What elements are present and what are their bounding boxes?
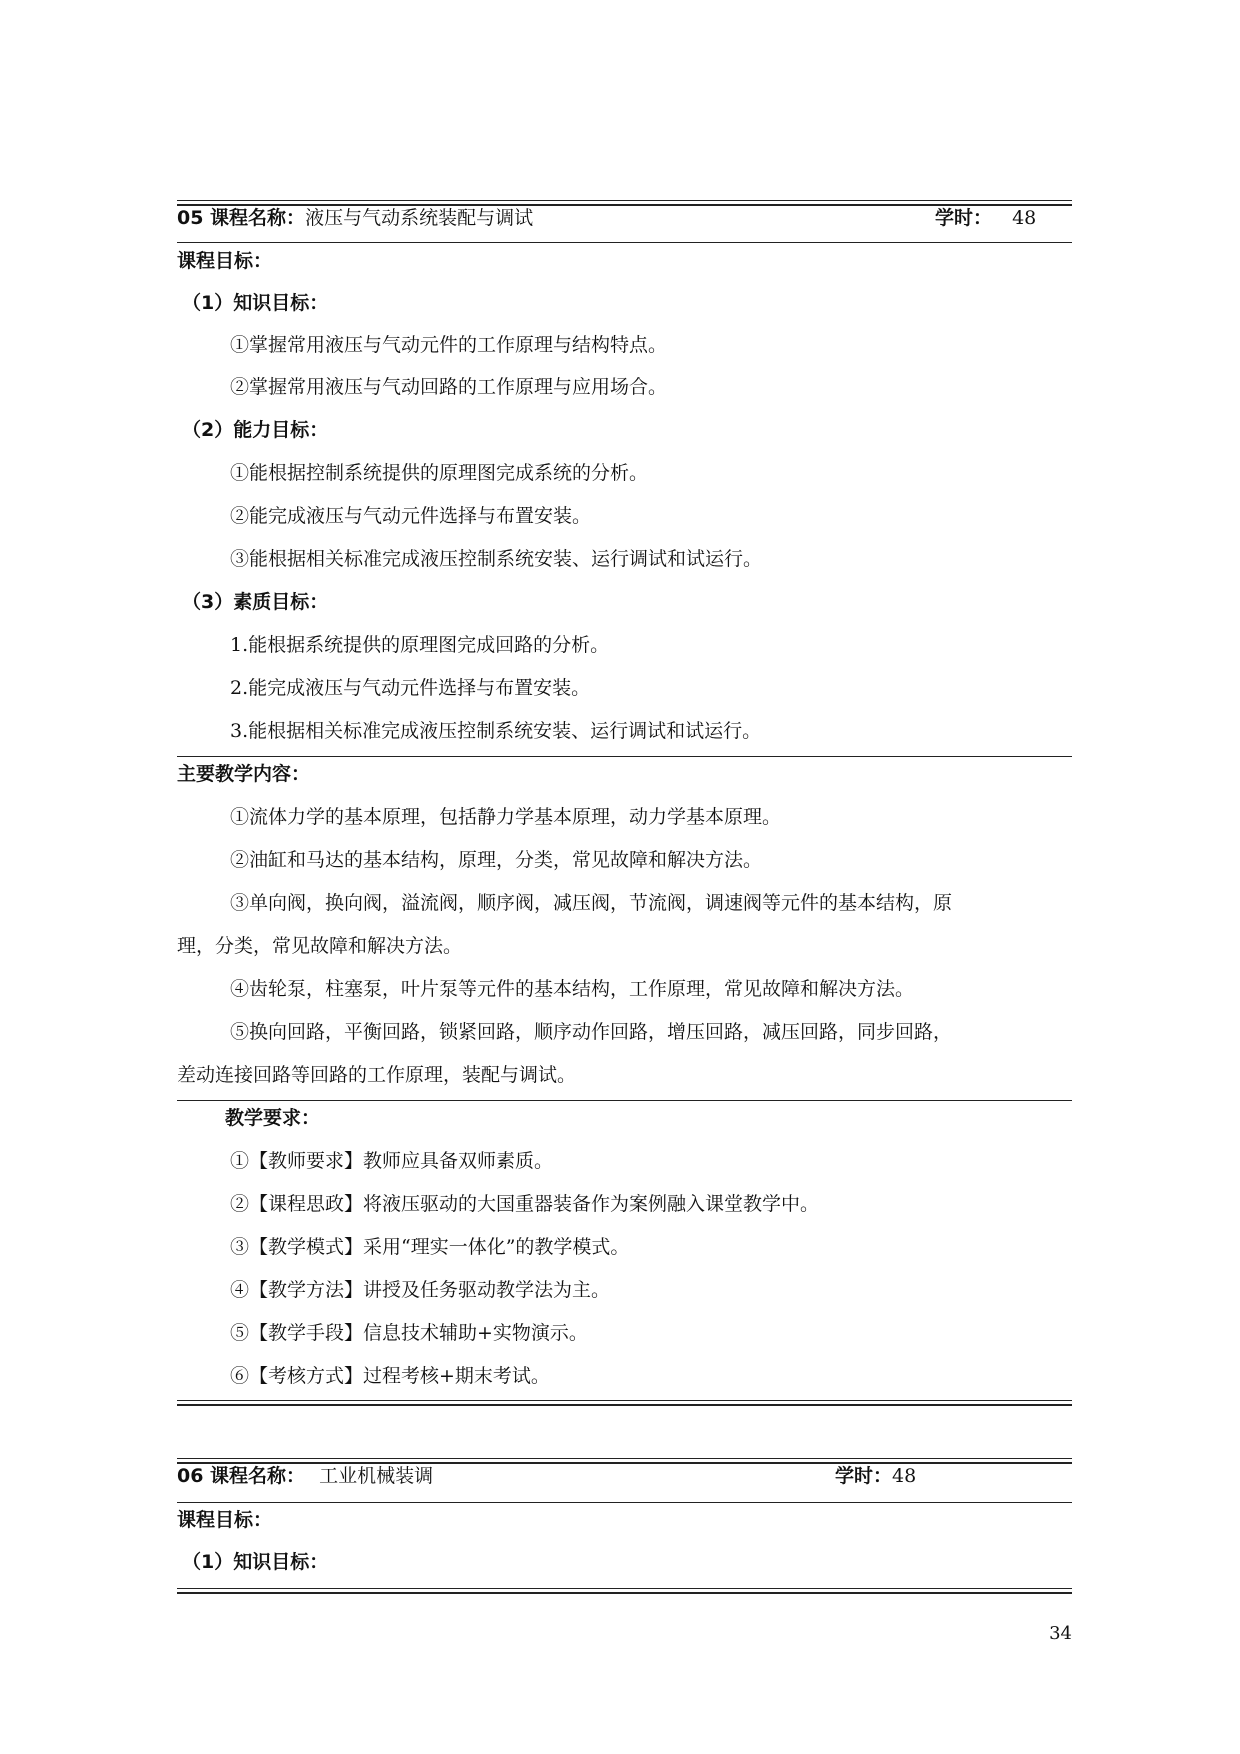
content-item-continued: 理，分类，常见故障和解决方法。: [177, 935, 463, 957]
course-name: 工业机械装调: [319, 1465, 434, 1487]
content-item: ④齿轮泵，柱塞泵，叶片泵等元件的基本结构，工作原理，常见故障和解决方法。: [230, 978, 915, 1000]
content-item: ①流体力学的基本原理，包括静力学基本原理，动力学基本原理。: [230, 806, 782, 828]
objectives-heading: 课程目标：: [177, 1509, 273, 1531]
page-number: 34: [1049, 1623, 1072, 1644]
quality-item: 2.能完成液压与气动元件选择与布置安装。: [230, 677, 591, 699]
bottom-rule: [177, 1588, 1072, 1594]
requirement-item: ②【课程思政】将液压驱动的大国重器装备作为案例融入课堂教学中。: [230, 1193, 820, 1215]
hours-group: [835, 1464, 916, 1488]
requirement-item: ⑥【考核方式】过程考核+期末考试。: [230, 1365, 550, 1387]
knowledge-heading: （1）知识目标：: [182, 1551, 329, 1573]
content-item-continued: 差动连接回路等回路的工作原理，装配与调试。: [177, 1064, 577, 1086]
quality-item: 1.能根据系统提供的原理图完成回路的分析。: [230, 634, 610, 656]
hours-value: 48: [1012, 207, 1037, 229]
rule-under-title: [177, 242, 1072, 243]
hours-label: 学时：: [935, 207, 993, 229]
knowledge-item: ①掌握常用液压与气动元件的工作原理与结构特点。: [230, 334, 668, 356]
course-name: 液压与气动系统装配与调试: [305, 207, 534, 229]
rule-before-requirements: [177, 1100, 1072, 1101]
requirements-heading: 教学要求：: [225, 1107, 321, 1129]
ability-item: ①能根据控制系统提供的原理图完成系统的分析。: [230, 462, 649, 484]
quality-heading: （3）素质目标：: [182, 591, 329, 613]
requirement-item: ③【教学模式】采用“理实一体化”的教学模式。: [230, 1236, 630, 1258]
course-06-title-row: [177, 1464, 1072, 1488]
course-title-label: 06 课程名称：: [177, 1465, 306, 1487]
hours-group: [935, 206, 1036, 230]
ability-item: ②能完成液压与气动元件选择与布置安装。: [230, 505, 592, 527]
course-title-label: 05 课程名称：: [177, 207, 306, 229]
rule-before-content: [177, 756, 1072, 757]
course-05-title-row: [177, 206, 1072, 230]
content-item: ③单向阀，换向阀，溢流阀，顺序阀，减压阀，节流阀，调速阀等元件的基本结构，原: [230, 892, 953, 914]
requirement-item: ①【教师要求】教师应具备双师素质。: [230, 1150, 554, 1172]
bottom-rule: [177, 1400, 1072, 1406]
content-heading: 主要教学内容：: [177, 763, 311, 785]
requirement-item: ④【教学方法】讲授及任务驱动教学法为主。: [230, 1279, 611, 1301]
hours-value: 48: [892, 1465, 917, 1487]
ability-heading: （2）能力目标：: [182, 419, 329, 441]
knowledge-item: ②掌握常用液压与气动回路的工作原理与应用场合。: [230, 376, 668, 398]
ability-item: ③能根据相关标准完成液压控制系统安装、运行调试和试运行。: [230, 548, 763, 570]
content-item: ⑤换向回路，平衡回路，锁紧回路，顺序动作回路，增压回路，减压回路，同步回路，: [230, 1021, 953, 1043]
requirement-item: ⑤【教学手段】信息技术辅助+实物演示。: [230, 1322, 588, 1344]
knowledge-heading: （1）知识目标：: [182, 292, 329, 314]
quality-item: 3.能根据相关标准完成液压控制系统安装、运行调试和试运行。: [230, 720, 762, 742]
hours-label: 学时：: [835, 1465, 893, 1487]
content-item: ②油缸和马达的基本结构，原理，分类，常见故障和解决方法。: [230, 849, 763, 871]
rule-under-title: [177, 1502, 1072, 1503]
objectives-heading: 课程目标：: [177, 250, 273, 272]
